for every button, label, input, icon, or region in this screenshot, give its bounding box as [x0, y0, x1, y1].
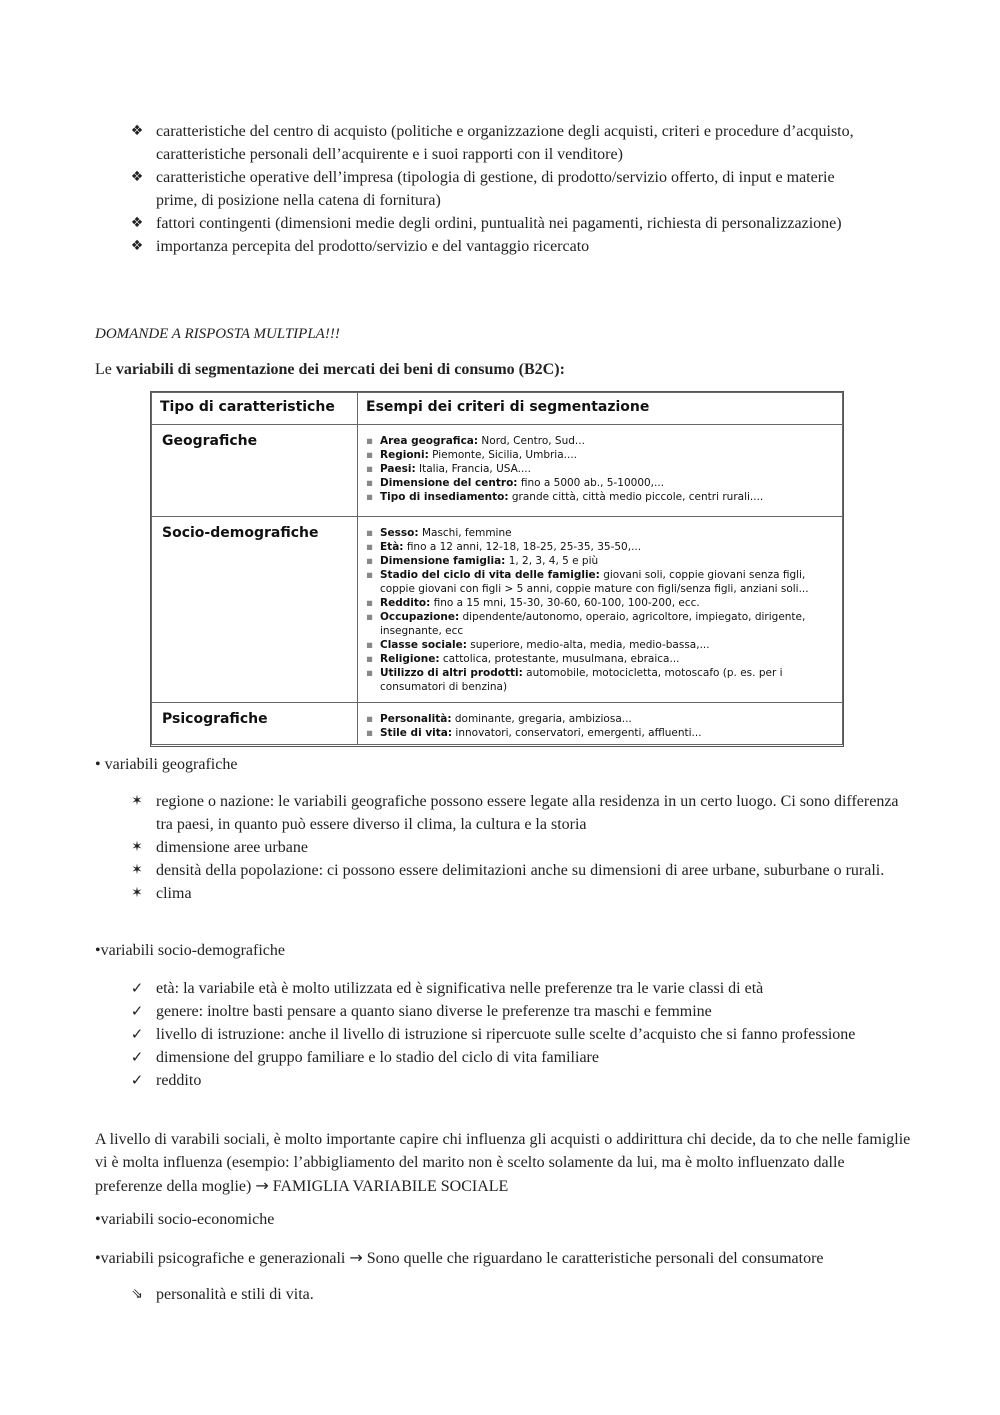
mcq-heading: DOMANDE A RISPOSTA MULTIPLA!!! — [95, 326, 340, 342]
star-icon: ✶ — [131, 839, 143, 855]
check-icon: ✓ — [130, 979, 144, 997]
list-item: ❖ fattori contingenti (dimensioni medie degli ordini, puntualità nei pagamenti, richiesta di personalizzazione) — [156, 212, 876, 235]
criteria-cell — [358, 425, 843, 517]
criteria-item: ▪ Dimensione famiglia: 1, 2, 3, 4, 5 e più — [366, 555, 599, 567]
check-icon: ✓ — [130, 1025, 144, 1043]
bullet: ▪ — [366, 477, 374, 489]
bullet: ▪ — [366, 667, 374, 679]
hollow-arrow-icon: ⇘ — [131, 1286, 143, 1302]
star-icon: ✶ — [131, 862, 143, 878]
socio-eco-heading: •variabili socio-economiche — [95, 1211, 275, 1228]
bullet: ▪ — [366, 555, 374, 567]
bullet: ▪ — [366, 653, 374, 665]
criteria-item: ▪ Regioni: Piemonte, Sicilia, Umbria.... — [366, 449, 578, 461]
bullet: ▪ — [366, 435, 374, 447]
check-icon: ✓ — [130, 1048, 144, 1066]
diamond-cross-icon: ❖ — [130, 123, 144, 139]
diamond-cross-icon: ❖ — [130, 238, 144, 254]
criteria-item: ▪ Occupazione: dipendente/autonomo, operaio, agricoltore, impiegato, dirigente, insegnante, ecc — [366, 611, 806, 637]
social-paragraph: A livello di varabili sociali, è molto importante capire chi influenza gli acquisti o addirittura chi decide, da to che nelle famiglie vi è molta influenza (esempio: l’abbigliamento del marito non è scelto solamente da lui, ma è molto influenzato dalle preferenze della moglie) → FAMIGLIA VARIABILE SOCIALE — [95, 1131, 911, 1195]
arrow-right-icon: → — [255, 1176, 269, 1195]
bullet: ▪ — [366, 491, 374, 503]
socio-demo-heading: •variabili socio-demografiche — [95, 942, 285, 959]
diamond-cross-icon: ❖ — [130, 215, 144, 231]
criteria-item: ▪ Tipo di insediamento: grande città, città medio piccole, centri rurali.... — [366, 491, 764, 503]
criteria-item: ▪ Utilizzo di altri prodotti: automobile, motocicletta, motoscafo (p. es. per i consumatori di benzina) — [366, 667, 783, 693]
bullet: ▪ — [366, 597, 374, 609]
list-item: ✶ densità della popolazione: ci possono essere delimitazioni anche su dimensioni di aree urbane, suburbane o rurali. — [156, 859, 916, 882]
bullet: ▪ — [366, 527, 374, 539]
criteria-item: ▪ Paesi: Italia, Francia, USA.... — [366, 463, 531, 475]
psico-heading: •variabili psicografiche e generazionali → Sono quelle che riguardano le caratteristiche personali del consumatore — [95, 1248, 824, 1267]
geo-heading: • variabili geografiche — [95, 756, 238, 773]
table-row — [152, 703, 843, 745]
table-row — [152, 425, 843, 517]
top-bullet-list — [130, 120, 876, 258]
diamond-cross-icon: ❖ — [130, 169, 144, 185]
check-icon: ✓ — [130, 1071, 144, 1089]
bullet: ▪ — [366, 541, 374, 553]
star-icon: ✶ — [131, 793, 143, 809]
table-row — [152, 517, 843, 703]
list-item: ✶ regione o nazione: le variabili geografiche possono essere legate alla residenza in un certo luogo. Ci sono differenza tra paesi, in quanto può essere diverso il clima, la cultura e la storia — [156, 790, 916, 836]
socio-demo-list — [130, 977, 916, 1092]
table-header-row — [152, 393, 843, 425]
criteria-cell — [358, 703, 843, 745]
bullet: ▪ — [366, 727, 374, 739]
list-item: ✓ età: la variabile età è molto utilizzata ed è significativa nelle preferenze tra le varie classi di età — [156, 977, 916, 1000]
psico-list — [131, 1283, 856, 1306]
segmentation-table — [150, 391, 844, 747]
table-header: Tipo di caratteristiche — [152, 393, 358, 425]
star-icon: ✶ — [131, 885, 143, 901]
criteria-item: ▪ Dimensione del centro: fino a 5000 ab., 5-10000,... — [366, 477, 665, 489]
criteria-item: ▪ Sesso: Maschi, femmine — [366, 527, 512, 539]
list-item: ✓ livello di istruzione: anche il livello di istruzione si ripercuote sulle scelte d’acquisto che si fanno professione — [156, 1023, 916, 1046]
list-item: ⇘ personalità e stili di vita. — [156, 1283, 856, 1306]
list-item: ✶ clima — [156, 882, 916, 905]
geo-list — [131, 790, 916, 905]
list-item: ✓ genere: inoltre basti pensare a quanto siano diverse le preferenze tra maschi e femmine — [156, 1000, 916, 1023]
bullet: ▪ — [366, 611, 374, 623]
list-item: ✶ dimensione aree urbane — [156, 836, 916, 859]
table-category: Socio-demografiche — [152, 517, 358, 703]
table-category: Psicografiche — [152, 703, 358, 745]
table-header: Esempi dei criteri di segmentazione — [358, 393, 843, 425]
criteria-item: ▪ Area geografica: Nord, Centro, Sud... — [366, 435, 585, 447]
list-item: ✓ dimensione del gruppo familiare e lo stadio del ciclo di vita familiare — [156, 1046, 916, 1069]
bullet: ▪ — [366, 569, 374, 581]
check-icon: ✓ — [130, 1002, 144, 1020]
list-item: ❖ caratteristiche del centro di acquisto (politiche e organizzazione degli acquisti, criteri e procedure d’acquisto, caratteristiche personali dell’acquirente e i suoi rapporti con il venditore) — [156, 120, 876, 166]
arrow-right-icon: → — [349, 1248, 363, 1267]
criteria-cell — [358, 517, 843, 703]
criteria-item: ▪ Classe sociale: superiore, medio-alta, media, medio-bassa,... — [366, 639, 710, 651]
table-category: Geografiche — [152, 425, 358, 517]
criteria-item: ▪ Stadio del ciclo di vita delle famiglie: giovani soli, coppie giovani senza figli, coppie giovani con figli > 5 anni, coppie mature con figli/senza figli, anziani soli... — [366, 569, 809, 595]
list-item: ✓ reddito — [156, 1069, 916, 1092]
b2c-intro: Le variabili di segmentazione dei mercati dei beni di consumo (B2C): — [95, 361, 565, 378]
bullet: ▪ — [366, 713, 374, 725]
criteria-item: ▪ Personalità: dominante, gregaria, ambiziosa... — [366, 713, 632, 725]
criteria-item: ▪ Età: fino a 12 anni, 12-18, 18-25, 25-35, 35-50,... — [366, 541, 642, 553]
list-item: ❖ importanza percepita del prodotto/servizio e del vantaggio ricercato — [156, 235, 876, 258]
list-item: ❖ caratteristiche operative dell’impresa (tipologia di gestione, di prodotto/servizio offerto, di input e materie prime, di posizione nella catena di fornitura) — [156, 166, 876, 212]
criteria-item: ▪ Religione: cattolica, protestante, musulmana, ebraica... — [366, 653, 680, 665]
bullet: ▪ — [366, 449, 374, 461]
bullet: ▪ — [366, 639, 374, 651]
criteria-item: ▪ Stile di vita: innovatori, conservatori, emergenti, affluenti... — [366, 727, 702, 739]
bullet: ▪ — [366, 463, 374, 475]
criteria-item: ▪ Reddito: fino a 15 mni, 15-30, 30-60, 60-100, 100-200, ecc. — [366, 597, 700, 609]
